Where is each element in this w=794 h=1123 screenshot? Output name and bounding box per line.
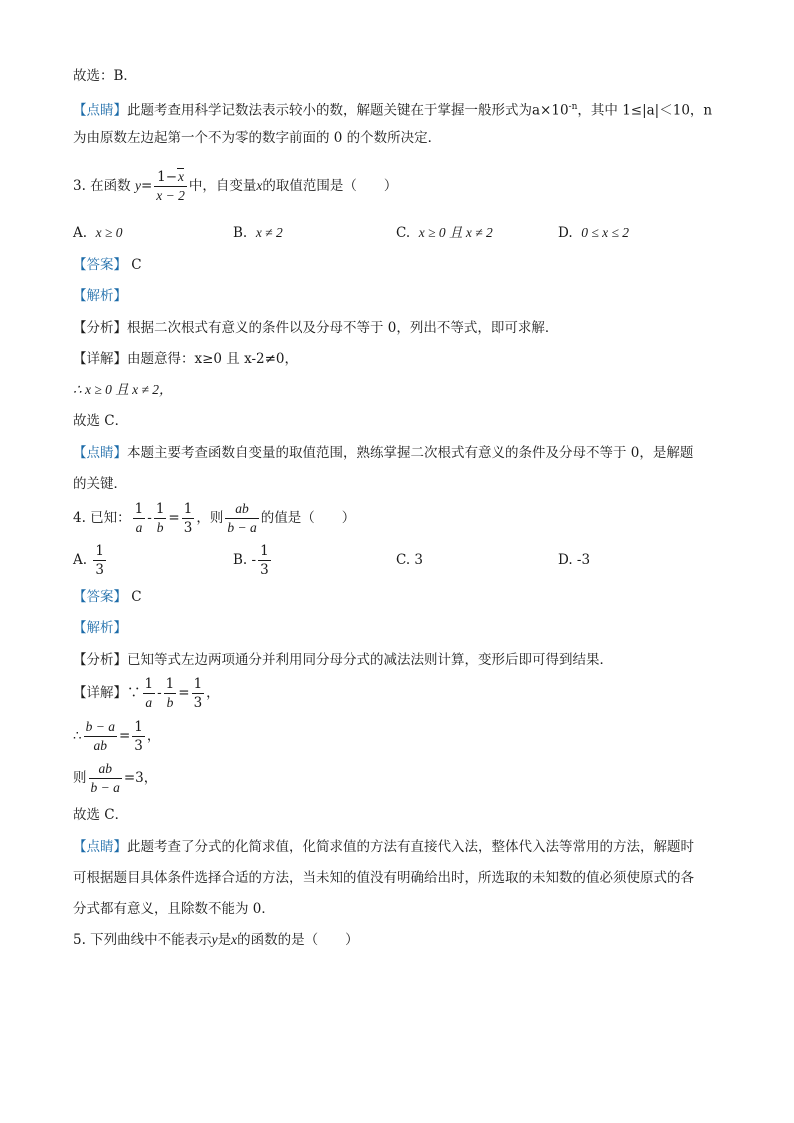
q3-option-c: C. x ≥ 0 且 x ≠ 2 [396,225,493,241]
q3-analysis: 【分析】根据二次根式有意义的条件以及分母不等于 0，列出不等式，即可求解． [73,320,559,336]
q4-detail-3: 则 $\frac{ab}{b - a}$ =3， [73,761,158,795]
q4-option-d: D. -3 [558,552,591,568]
q4-detail-1: 【详解】∵ $\frac{1}{a}$ - $\frac{1}{b}$ = $\frac{1}{3}$ ， [73,676,220,711]
q3-detail: 【详解】由题意得：x≥0 且 x-2≠0， [73,351,299,367]
comment-tag: 【点睛】 [73,102,127,119]
q3-option-d: D. 0 ≤ x ≤ 2 [558,225,630,241]
q3-therefore: ∴ x ≥ 0 且 x ≠ 2， [73,382,173,397]
q3-comment-2: 的关键． [73,476,127,492]
conclusion-line: 故选：B． [73,68,137,84]
comment-line-1: 【点睛】此题考查用科学记数法表示较小的数，解题关键在于掌握一般形式为$a\times 10^{-n}$，其中 1≤|a|＜10，n [73,102,713,119]
q4-choose: 故选 C． [73,807,129,823]
question-5: 5. 下列曲线中不能表示y是x的函数的是（ ） [73,932,359,948]
q3-fraction: $\frac{1-x}{x - 2}$ [156,169,185,203]
q4-option-c: C. 3 [396,552,424,568]
q4-analysis: 【分析】已知等式左边两项通分并利用同分母分式的减法法则计算，变形后即可得到结果． [73,652,613,668]
q3-option-a: A. x ≥ 0 [73,225,123,241]
q3-choose: 故选 C． [73,413,129,429]
q4-comment-3: 分式都有意义，且除数不能为 0． [73,901,275,917]
question-4: 4. 已知： $\frac{1}{a}$ - $\frac{1}{b}$ = $\frac{1}{3}$ ，则 $\frac{ab}{b - a}$ 的值是（ ） [73,501,356,536]
q4-option-b: B. - $\frac{1}{3}$ [233,543,269,578]
question-3: 3. 在函数 y= $\frac{1-x}{x - 2}$ 中，自变量x的取值范围是（ ） [73,169,398,203]
comment-line-2: 为由原数左边起第一个不为零的数字前面的 0 的个数所决定． [73,130,442,146]
q3-analysis-tag: 【解析】 [73,288,127,304]
q4-detail-2: ∴ $\frac{b - a}{ab}$ = $\frac{1}{3}$ ， [73,719,161,754]
q4-answer: 【答案】 C [73,589,142,605]
q3-answer: 【答案】 C [73,257,142,273]
q4-comment-1: 【点睛】此题考查了分式的化简求值，化简求值的方法有直接代入法，整体代入法等常用的方法，解题时 [73,839,694,855]
q3-option-b: B. x ≠ 2 [233,225,283,241]
q3-comment-1: 【点睛】本题主要考查函数自变量的取值范围，熟练掌握二次根式有意义的条件及分母不等于 0，是解题 [73,445,694,461]
q4-option-a: A. $\frac{1}{3}$ [73,543,104,578]
q4-comment-2: 可根据题目具体条件选择合适的方法，当未知的值没有明确给出时，所选取的未知数的值必须使原式的各 [73,870,694,886]
q4-analysis-tag: 【解析】 [73,620,127,636]
